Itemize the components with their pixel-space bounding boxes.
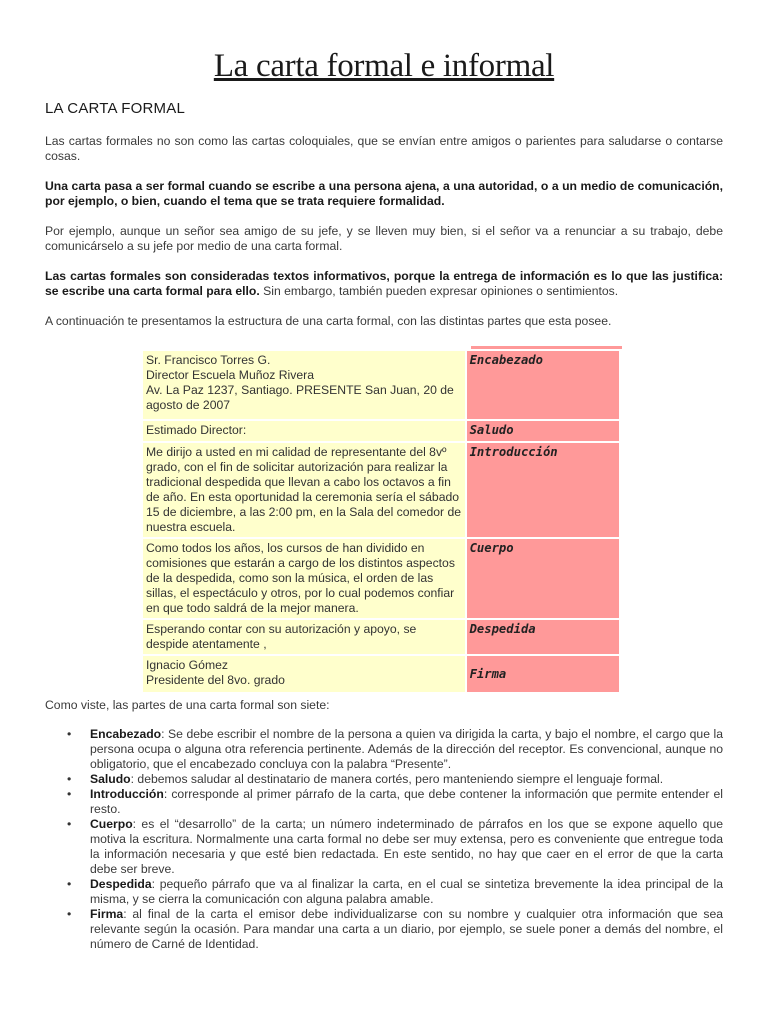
parts-intro: Como viste, las partes de una carta formal son siete: — [45, 698, 330, 712]
paragraph-1: Las cartas formales no son como las cartas coloquiales, que se envían entre amigos o parientes para saludarse o contarse cosas. — [45, 134, 723, 163]
letter-row-label: Firma — [467, 656, 619, 692]
part-term: Encabezado — [90, 727, 162, 741]
paragraph-3: Por ejemplo, aunque un señor sea amigo de su jefe, y se lleven muy bien, si el señor va a renunciar a su trabajo, debe comunicárselo a su jefe por medio de una carta formal. — [45, 224, 723, 253]
intro-section — [45, 100, 723, 344]
letter-row — [143, 421, 619, 441]
parts-list — [45, 727, 723, 952]
part-description: : es el “desarrollo” de la carta; un número indeterminado de párrafos en los que se expone aquello que motiva la escritura. Normalmente una carta formal no debe ser muy extensa, pero es conveniente que entregue toda la información necesaria y que esté bien redactada. En este sentido, no hay que caer en el error de que la carta debe ser breve. — [90, 817, 723, 876]
letter-row-text: Ignacio Gómez Presidente del 8vo. grado — [143, 656, 465, 692]
part-description: : al final de la carta el emisor debe individualizarse con su nombre y cualquier otra información que sea relevante según la ocasión. Para mandar una carta a un diario, por ejemplo, se suele poner a demás del nombre, el número de Carné de Identidad. — [90, 907, 723, 951]
part-term: Firma — [90, 907, 124, 921]
bullet-icon: • — [67, 787, 72, 801]
part-term: Saludo — [90, 772, 131, 786]
bullet-icon: • — [67, 907, 72, 921]
list-item — [45, 727, 723, 772]
letter-row-text: Sr. Francisco Torres G. Director Escuela Muñoz Rivera Av. La Paz 1237, Santiago. PRESENTE San Juan, 20 de agosto de 2007 — [143, 351, 465, 419]
paragraph-5: A continuación te presentamos la estructura de una carta formal, con las distintas partes que esta posee. — [45, 314, 612, 328]
paragraph-4 — [45, 269, 723, 299]
bullet-icon: • — [67, 772, 72, 786]
section-heading: LA CARTA FORMAL — [45, 100, 185, 117]
letter-row-label: Encabezado — [467, 351, 619, 419]
letter-row-text: Me dirijo a usted en mi calidad de representante del 8vº grado, con el fin de solicitar autorización para realizar la tradicional despedida que llevan a cabo los octavos a fin de año. En esta oportunidad la ceremonia sería el sábado 15 de diciembre, a las 2:00 pm, en la Sala del comedor de nuestra escuela. — [143, 443, 465, 537]
letter-row-label: Saludo — [467, 421, 619, 441]
list-item — [45, 877, 723, 907]
letter-row — [143, 351, 619, 419]
part-term: Cuerpo — [90, 817, 133, 831]
part-description: : debemos saludar al destinatario de manera cortés, pero manteniendo siempre el lenguaje formal. — [130, 772, 664, 786]
paragraph-4-rest: Sin embargo, también pueden expresar opiniones o sentimientos. — [259, 284, 619, 298]
letter-row-label: Cuerpo — [467, 539, 619, 618]
letter-row-text: Esperando contar con su autorización y apoyo, se despide atentamente , — [143, 620, 465, 654]
letter-row-label: Despedida — [467, 620, 619, 654]
bullet-icon: • — [67, 727, 72, 741]
letter-row — [143, 539, 619, 618]
part-description: : corresponde al primer párrafo de la carta, que debe contener la información que permite entender el resto. — [90, 787, 723, 816]
bullet-icon: • — [67, 817, 72, 831]
parts-section — [45, 698, 723, 952]
part-term: Introducción — [90, 787, 164, 801]
letter-row-label: Introducción — [467, 443, 619, 537]
part-description: : pequeño párrafo que va al finalizar la carta, en el cual se sintetiza brevemente la idea principal de la misma, y se cierra la comunicación con alguna palabra amable. — [90, 877, 723, 906]
list-item — [45, 907, 723, 952]
document-title: La carta formal e informal — [213, 48, 555, 84]
letter-row — [143, 443, 619, 537]
letter-row — [143, 656, 619, 692]
letter-row-text: Como todos los años, los cursos de han dividido en comisiones que estarán a cargo de los distintos aspectos de la despedida, como son la música, el orden de las sillas, el espectáculo y otros, por lo cual podemos confiar en que todo saldrá de la mejor manera. — [143, 539, 465, 618]
part-term: Despedida — [90, 877, 152, 891]
bullet-icon: • — [67, 877, 72, 891]
letter-row — [143, 620, 619, 654]
letter-row-text: Estimado Director: — [143, 421, 465, 441]
paragraph-4-bold: Las cartas formales son consideradas textos informativos, porque la entrega de información es lo que las justifica: se escribe una carta formal para ello. — [45, 269, 723, 298]
list-item — [45, 817, 723, 877]
paragraph-2: Una carta pasa a ser formal cuando se escribe a una persona ajena, a una autoridad, o a un medio de comunicación, por ejemplo, o bien, cuando el tema que se trata requiere formalidad. — [45, 179, 723, 208]
list-item — [45, 787, 723, 817]
letter-structure-table — [141, 349, 621, 694]
list-item — [45, 772, 723, 787]
part-description: : Se debe escribir el nombre de la persona a quien va dirigida la carta, y bajo el nombre, el cargo que la persona ocupa o alguna otra referencia pertinente. Además de la dirección del receptor. Es convencional, aunque no obligatorio, que el encabezado concluya con la palabra “Presente”. — [90, 727, 723, 771]
